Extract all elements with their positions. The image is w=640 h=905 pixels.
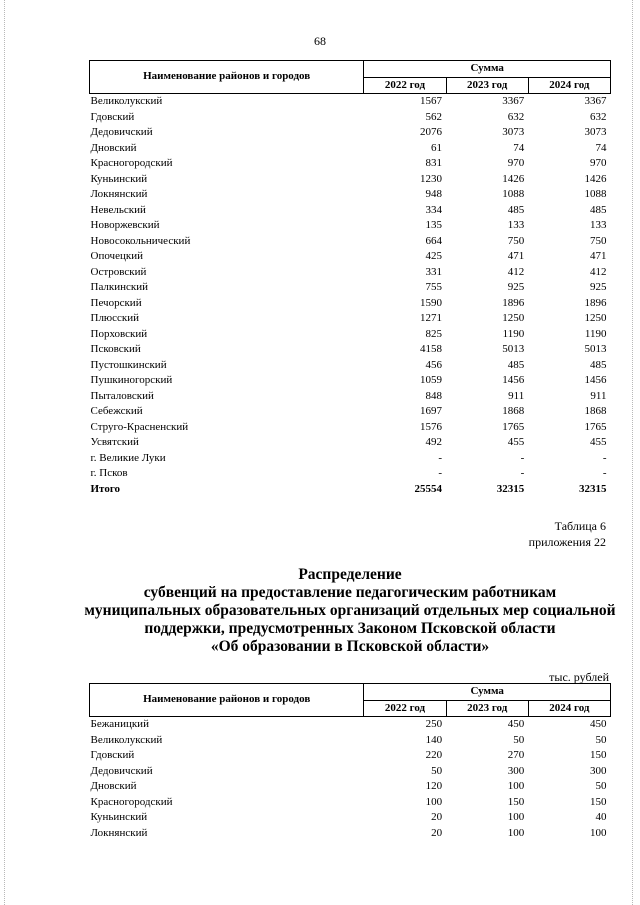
amount-cell: - xyxy=(438,467,443,479)
amount-cell: 948 xyxy=(425,188,443,200)
table-row xyxy=(90,141,611,157)
table-row xyxy=(90,717,611,733)
amount-cell: - xyxy=(602,451,607,464)
table-row xyxy=(90,451,611,467)
amount-cell: 100 xyxy=(507,826,525,839)
amount-cell: 456 xyxy=(425,358,443,371)
amount-cell: 911 xyxy=(508,389,525,402)
amount-cell: 331 xyxy=(425,265,443,278)
table-row xyxy=(90,389,611,405)
column-header-year: 2024 год xyxy=(528,700,610,717)
amount-cell: 3073 xyxy=(584,126,607,138)
column-header-sum: Сумма xyxy=(364,61,611,78)
amount-cell: 455 xyxy=(590,436,607,448)
district-name: г. Великие Луки xyxy=(90,451,166,464)
title-line: «Об образовании в Псковской области» xyxy=(210,638,490,655)
total-amount-cell: 32315 xyxy=(579,482,607,495)
amount-cell: 831 xyxy=(425,157,443,169)
amount-cell: 471 xyxy=(590,250,607,262)
column-header-year: 2022 год xyxy=(364,700,446,717)
total-label: Итого xyxy=(90,482,121,495)
amount-cell: 492 xyxy=(425,436,443,448)
table-row xyxy=(90,280,611,296)
amount-cell: - xyxy=(602,467,607,479)
table-row xyxy=(90,125,611,141)
amount-cell: 450 xyxy=(590,718,607,730)
table-row xyxy=(90,404,611,420)
table-row xyxy=(90,187,611,203)
amount-cell: 50 xyxy=(431,764,443,777)
amount-cell: 1230 xyxy=(420,172,443,185)
amount-cell: 40 xyxy=(595,811,607,823)
table-row xyxy=(90,373,611,389)
table-row xyxy=(90,810,611,826)
amount-cell: 74 xyxy=(595,141,607,154)
appendix-reference: приложения 22 xyxy=(528,535,606,549)
table-row xyxy=(90,733,611,749)
amount-cell: 750 xyxy=(590,234,607,247)
district-name: Пустошкинский xyxy=(90,358,167,371)
amount-cell: 911 xyxy=(590,389,607,402)
table-row xyxy=(90,296,611,312)
amount-cell: 450 xyxy=(507,718,525,730)
table-row xyxy=(90,249,611,265)
district-name: г. Псков xyxy=(90,467,128,479)
amount-cell: 485 xyxy=(590,203,607,216)
amount-cell: 2076 xyxy=(420,126,443,138)
district-name: Великолукский xyxy=(90,95,163,107)
district-name: Порховский xyxy=(90,327,148,340)
district-name: Гдовский xyxy=(90,749,135,761)
district-name: Опочецкий xyxy=(90,250,143,262)
title-line: муниципальных образовательных организаций отдельных мер социальной xyxy=(84,602,616,619)
amount-cell: - xyxy=(520,451,525,464)
table-row xyxy=(90,779,611,795)
amount-cell: 1765 xyxy=(502,420,525,433)
amount-cell: 133 xyxy=(590,219,607,231)
amount-cell: 925 xyxy=(507,281,525,293)
district-name: Бежаницкий xyxy=(90,718,149,730)
district-name: Куньинский xyxy=(90,811,148,823)
amount-cell: - xyxy=(438,451,443,464)
table-row xyxy=(90,203,611,219)
amount-cell: 1088 xyxy=(502,188,525,200)
column-header-name: Наименование районов и городов xyxy=(90,684,364,717)
column-header-year: 2022 год xyxy=(364,77,446,94)
amount-cell: 20 xyxy=(431,811,443,823)
amount-cell: 562 xyxy=(425,110,443,123)
amount-cell: 3367 xyxy=(502,95,525,107)
table-row xyxy=(90,358,611,374)
table-row xyxy=(90,94,611,110)
table-row xyxy=(90,435,611,451)
column-header-sum: Сумма xyxy=(364,684,611,701)
amount-cell: 1868 xyxy=(584,405,607,417)
district-name: Пыталовский xyxy=(90,389,154,402)
district-name: Красногородский xyxy=(90,795,173,808)
amount-cell: 1426 xyxy=(584,172,607,185)
district-name: Струго-Красненский xyxy=(90,420,189,433)
scan-edge-right xyxy=(632,0,634,905)
district-name: Пушкиногорский xyxy=(90,374,173,386)
table-row xyxy=(90,764,611,780)
amount-cell: 1896 xyxy=(502,296,525,309)
amount-cell: 1868 xyxy=(502,405,525,417)
table-row xyxy=(90,311,611,327)
amount-cell: 925 xyxy=(590,281,607,293)
amount-cell: 632 xyxy=(590,110,607,123)
table-row xyxy=(90,265,611,281)
amount-cell: 664 xyxy=(425,234,443,247)
district-name: Печорский xyxy=(90,296,142,309)
district-name: Красногородский xyxy=(90,157,173,169)
amount-cell: 471 xyxy=(507,250,525,262)
amount-cell: 300 xyxy=(590,764,607,777)
amount-cell: 485 xyxy=(507,203,525,216)
amount-cell: 133 xyxy=(507,219,525,231)
column-header-year: 2023 год xyxy=(446,77,528,94)
table-row xyxy=(90,234,611,250)
amount-cell: 50 xyxy=(595,780,607,792)
amount-cell: 755 xyxy=(425,281,443,293)
amount-cell: 1250 xyxy=(502,312,525,324)
amount-cell: 74 xyxy=(513,141,525,154)
amount-cell: 150 xyxy=(507,795,525,808)
district-name: Усвятский xyxy=(90,436,139,448)
district-name: Дновский xyxy=(90,780,137,792)
amount-cell: 120 xyxy=(425,780,443,792)
title-line: поддержки, предусмотренных Законом Псковской области xyxy=(144,620,556,637)
table-row xyxy=(90,172,611,188)
page-number: 68 xyxy=(314,34,326,48)
amount-cell: 3073 xyxy=(502,126,525,138)
table-row xyxy=(90,110,611,126)
district-name: Локнянский xyxy=(90,826,148,839)
amount-cell: 1059 xyxy=(420,374,443,386)
district-name: Куньинский xyxy=(90,172,148,185)
table-number: Таблица 6 xyxy=(554,519,606,533)
amount-cell: 848 xyxy=(425,389,443,402)
amount-cell: 455 xyxy=(507,436,525,448)
column-header-name: Наименование районов и городов xyxy=(90,61,364,94)
amount-cell: - xyxy=(520,467,525,479)
district-name: Дедовичский xyxy=(90,126,153,138)
amount-cell: 425 xyxy=(425,250,443,262)
units-label: тыс. рублей xyxy=(549,670,609,684)
amount-cell: 100 xyxy=(425,795,443,808)
column-header-year: 2023 год xyxy=(446,700,528,717)
amount-cell: 100 xyxy=(507,811,525,823)
amount-cell: 1590 xyxy=(420,296,443,309)
table-row xyxy=(90,795,611,811)
amount-cell: 1426 xyxy=(502,172,525,185)
district-name: Дедовичский xyxy=(90,764,153,777)
table-row xyxy=(90,420,611,436)
amount-cell: 1456 xyxy=(584,374,607,386)
amount-cell: 4158 xyxy=(420,343,443,355)
amount-cell: 1896 xyxy=(584,296,607,309)
amount-cell: 1088 xyxy=(584,188,607,200)
title-line: Распределение xyxy=(298,566,402,583)
amount-cell: 1576 xyxy=(420,420,443,433)
amount-cell: 334 xyxy=(425,203,443,216)
table-note xyxy=(529,518,606,550)
amount-cell: 50 xyxy=(595,733,607,746)
amount-cell: 1765 xyxy=(584,420,607,433)
amount-cell: 1250 xyxy=(584,312,607,324)
amount-cell: 250 xyxy=(425,718,443,730)
district-name: Новосокольнический xyxy=(90,234,191,247)
section-title xyxy=(60,566,640,656)
amount-cell: 135 xyxy=(425,219,443,231)
total-row xyxy=(90,482,611,498)
amount-cell: 485 xyxy=(590,358,607,371)
district-name: Невельский xyxy=(90,203,146,216)
amount-cell: 220 xyxy=(425,749,443,761)
table-row xyxy=(90,342,611,358)
amount-cell: 5013 xyxy=(502,343,525,355)
amount-cell: 412 xyxy=(507,265,525,278)
amount-cell: 485 xyxy=(507,358,525,371)
table-row xyxy=(90,327,611,343)
amount-cell: 412 xyxy=(590,265,607,278)
total-amount-cell: 25554 xyxy=(414,482,443,495)
amount-cell: 632 xyxy=(507,110,525,123)
district-name: Плюсский xyxy=(90,312,140,324)
scan-edge-left xyxy=(4,0,6,905)
amount-cell: 100 xyxy=(590,826,607,839)
table-row xyxy=(90,826,611,842)
amount-cell: 150 xyxy=(590,795,607,808)
amount-cell: 1190 xyxy=(584,327,607,340)
amount-cell: 750 xyxy=(507,234,525,247)
amount-cell: 1271 xyxy=(420,312,443,324)
district-name: Гдовский xyxy=(90,110,135,123)
amount-cell: 50 xyxy=(513,733,525,746)
amount-cell: 300 xyxy=(507,764,525,777)
amount-cell: 20 xyxy=(431,826,443,839)
amount-cell: 825 xyxy=(425,327,443,340)
district-name: Палкинский xyxy=(90,281,149,293)
amount-cell: 100 xyxy=(507,780,525,792)
amount-cell: 1456 xyxy=(502,374,525,386)
table-row xyxy=(90,748,611,764)
table-row xyxy=(90,466,611,482)
amount-cell: 1567 xyxy=(420,95,443,107)
amount-cell: 970 xyxy=(507,157,525,169)
district-name: Великолукский xyxy=(90,733,163,746)
amount-cell: 5013 xyxy=(584,343,607,355)
amount-cell: 970 xyxy=(590,157,607,169)
amount-cell: 270 xyxy=(507,749,525,761)
district-name: Островский xyxy=(90,265,147,278)
district-name: Себежский xyxy=(90,405,143,417)
table-1 xyxy=(89,60,611,497)
amount-cell: 61 xyxy=(431,141,443,154)
amount-cell: 3367 xyxy=(584,95,607,107)
total-amount-cell: 32315 xyxy=(496,482,525,495)
district-name: Новоржевский xyxy=(90,219,160,231)
amount-cell: 1190 xyxy=(502,327,525,340)
district-name: Псковский xyxy=(90,343,141,355)
column-header-year: 2024 год xyxy=(528,77,610,94)
district-name: Локнянский xyxy=(90,188,148,200)
amount-cell: 140 xyxy=(425,733,443,746)
district-name: Дновский xyxy=(90,141,137,154)
table-2 xyxy=(89,683,611,841)
table-row xyxy=(90,156,611,172)
title-line: субвенций на предоставление педагогическим работникам xyxy=(143,584,557,601)
table-row xyxy=(90,218,611,234)
amount-cell: 150 xyxy=(590,749,607,761)
amount-cell: 1697 xyxy=(420,405,443,417)
